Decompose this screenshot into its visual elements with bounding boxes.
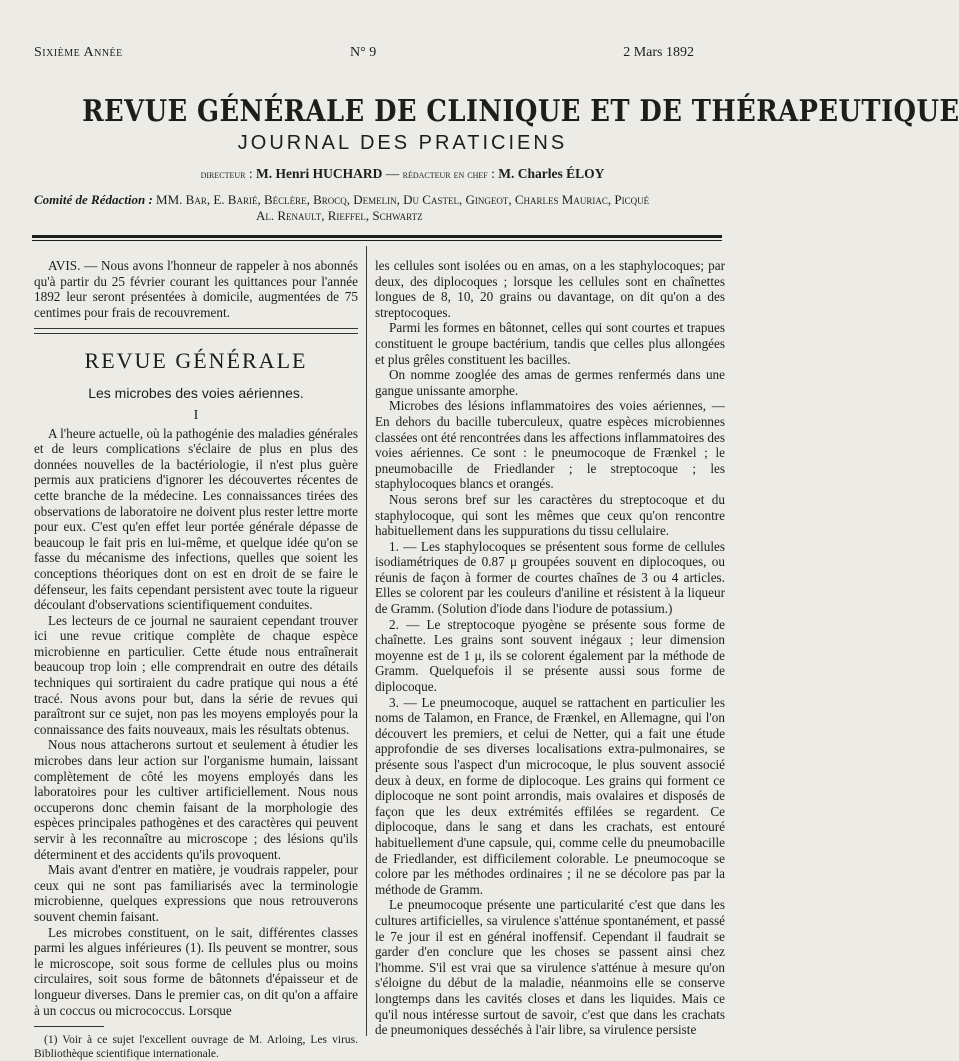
issue-number: N° 9 <box>350 45 377 60</box>
paragraph: Nous serons bref sur les caractères du streptocoque et du staphylocoque, qui sont les mêmes que ceux qu'on rencontre habituellement dans les suppurations du tissu cellulaire. <box>375 491 725 539</box>
header-rule-thin <box>32 240 722 241</box>
paragraph: Mais avant d'entrer en matière, je voudrais rappeler, pour ceux qui ne sont pas familiarisés avec la terminologie microbienne, quelques expressions que nous retrouverons souvent chemin faisant. <box>34 862 358 924</box>
article-title: Les microbes des voies aériennes. <box>88 385 304 402</box>
paragraph: 1. — Les staphylocoques se présentent sous forme de cellules isodiamétriques de 0.87 μ groupées souvent en diplocoques, ou réunis de façon à former de courtes chaînes de 3 ou 4 articles. Elles se colorent par les couleurs d'aniline et résistent à la liqueur de Gramm. (Solution d'iode dans l'iodure de potassium.) <box>375 538 725 617</box>
issue-date: 2 Mars 1892 <box>623 45 694 60</box>
issue-year: Sixième Année <box>34 45 123 60</box>
paragraph: Le pneumocoque présente une particularité c'est que dans les cultures artificielles, sa virulence s'atténue spontanément, et passé le 7e jour il est en général inoffensif. Cependant il faudrait se garder d'en conclure que les choses se passent ainsi chez l'homme. S'il est vrai que sa virulence s'atténue à mesure qu'on s'éloigne du début de la maladie, néanmoins elle se conserve longtemps dans les cavités closes et dans les liquides. Mais ce qu'il nous intéresse surtout de savoir, c'est que dans les crachats de pneumoniques desséchés à l'air libre, sa virulence persiste <box>375 897 725 1038</box>
paragraph: Les lecteurs de ce journal ne sauraient cependant trouver ici une revue critique complète de chaque espèce microbienne en particulier. Cette étude nous entraînerait beaucoup trop loin ; elle comprendrait en outre des détails techniques qui sortiraient du cadre pratique qui nous a été tracé. Nous avons pour but, dans la série de revues qui paraîtront sur ce sujet, non pas les moyens employés pour la connaissance des faits nouveaux, mais les résultats obtenus. <box>34 612 358 737</box>
footnote-rule <box>34 1026 104 1027</box>
paragraph: Parmi les formes en bâtonnet, celles qui sont courtes et trapues constituent le groupe bactérium, tandis que celles plus allongées et plus grêles constituent les bacilles. <box>375 320 725 367</box>
notice <box>34 258 358 320</box>
header-rule <box>32 235 722 238</box>
editor-role: rédacteur en chef <box>402 167 488 181</box>
paragraph: A l'heure actuelle, où la pathogénie des maladies générales et de leurs complications s'éclaire de plus en plus des données nouvelles de la bactériologie, il n'est plus guère permis aux praticiens d'ignorer les découvertes récentes de cette branche de la médecine. Les connaissances tirées des observations de laboratoire ne doivent plus rester lettre morte pour eux. C'est qu'en effet leur portée générale dépasse de beaucoup le fait pris en lui-même, et quelque idée qu'on se fasse du mécanisme des infections, quelles que soient les conceptions théoriques dont on est en droit de se faire le défenseur, les faits cependant persistent avec toute la rigueur découlant d'observations scientifiquement conduites. <box>34 425 358 613</box>
masthead <box>30 94 959 182</box>
section-separator <box>34 328 358 334</box>
section-title: REVUE GÉNÉRALE <box>84 348 308 374</box>
footnote: (1) Voir à ce sujet l'excellent ouvrage de M. Arloing, Les virus. Bibliothèque scientifique internationale. <box>34 1034 358 1061</box>
journal-title: REVUE GÉNÉRALE DE CLINIQUE ET DE THÉRAPEUTIQUE <box>82 94 959 129</box>
paragraph: Les microbes constituent, on le sait, différentes classes parmi les algues inférieures (1). Ils peuvent se montrer, sous le microscope, soit sous forme de cellules plus ou moins circulaires, soit sous forme de bâtonnets d'épaisseur et de longueur diverses. Dans le premier cas, on dit qu'on a affaire à un coccus ou micrococcus. Lorsque <box>34 924 358 1018</box>
paragraph: les cellules sont isolées ou en amas, on a les staphylocoques; par deux, des diplocoques ; lorsque les cellules sont en chaînettes longues de 8, 10, 20 grains ou davantage, on dit qu'on a des streptocoques. <box>375 258 725 320</box>
committee-members-line2: Al. Renault, Rieffel, Schwartz <box>256 208 423 223</box>
left-column <box>34 258 358 1061</box>
editorial-committee <box>34 192 774 224</box>
part-number: I <box>193 407 199 423</box>
notice-text: — Nous avons l'honneur de rappeler à nos abonnés qu'à partir du 25 février courant les quittances pour l'année 1892 leur seront présentées à domicile, augmentées de 75 centimes pour frais de recouvrement. <box>34 258 358 320</box>
director-name: M. Henri HUCHARD <box>256 166 383 181</box>
committee-members-line1: MM. Bar, E. Barié, Béclère, Brocq, Demelin, Du Castel, Gingeot, Charles Mauriac, Picqué <box>156 192 650 207</box>
notice-label: AVIS. <box>48 258 81 273</box>
editor-name: M. Charles ÉLOY <box>498 166 605 181</box>
paragraph: 3. — Le pneumocoque, auquel se rattachent en particulier les noms de Talamon, en France, de Frænkel, en Allemagne, qui l'on découvert les premiers, et celui de Netter, qui a fait une étude approfondie de ses diverses localisations extra-pulmonaires, se présente sous l'aspect d'un microcoque, le plus souvent associé deux à deux, en forme de diplocoque. Les grains qui forment ce diplocoque ne sont point arrondis, mais ovalaires et disposés de façon que les deux extrémités effilées se regardent. Ce diplocoque, dans le sang et dans les crachats, est entouré habituellement d'une capsule, qui, comme celle du pneumobacille de Friedlander, est difficilement colorable. Le pneumocoque se colore par les méthodes ordinaires ; il ne se décolore pas par la méthode de Gramm. <box>375 694 725 897</box>
paragraph: Microbes des lésions inflammatoires des voies aériennes, — En dehors du bacille tuberculeux, quatre espèces microbiennes classées ont été rencontrées dans les affections inflammatoires des voies aériennes. Ce sont : le pneumocoque de Frænkel ; le pneumobacille de Friedlander ; le streptocoque ; les staphylocoques blancs et orangés. <box>375 398 725 492</box>
paragraph: 2. — Le streptocoque pyogène se présente sous forme de chaînette. Les grains sont souvent inégaux ; leur dimension moyenne est de 1 μ, ils se colorent également par la méthode de Gramm. Quelquefois il se présente aussi sous forme de diplocoque. <box>375 616 725 695</box>
paragraph: Nous nous attacherons surtout et seulement à étudier les microbes dans leur action sur l'organisme humain, laissant complètement de côté les moyens employés dans les laboratoires pour les cultiver artificiellement. Nous nous occuperons donc chemin faisant de la morphologie des espèces principales pathogènes et des caractères qui peuvent servir à les reconnaître au microscope ; des lésions qu'ils déterminent et des accidents qu'ils provoquent. <box>34 737 358 862</box>
committee-label: Comité de Rédaction : <box>34 192 153 207</box>
journal-subtitle: JOURNAL DES PRATICIENS <box>237 132 568 154</box>
direction-line: directeur : M. Henri HUCHARD — rédacteur en chef : M. Charles ÉLOY <box>200 166 605 181</box>
right-column <box>375 258 725 1038</box>
director-role: directeur <box>200 167 246 181</box>
paragraph: On nomme zooglée des amas de germes renfermés dans une gangue unissante amorphe. <box>375 367 725 398</box>
running-head <box>34 45 694 65</box>
column-divider <box>366 246 367 1036</box>
